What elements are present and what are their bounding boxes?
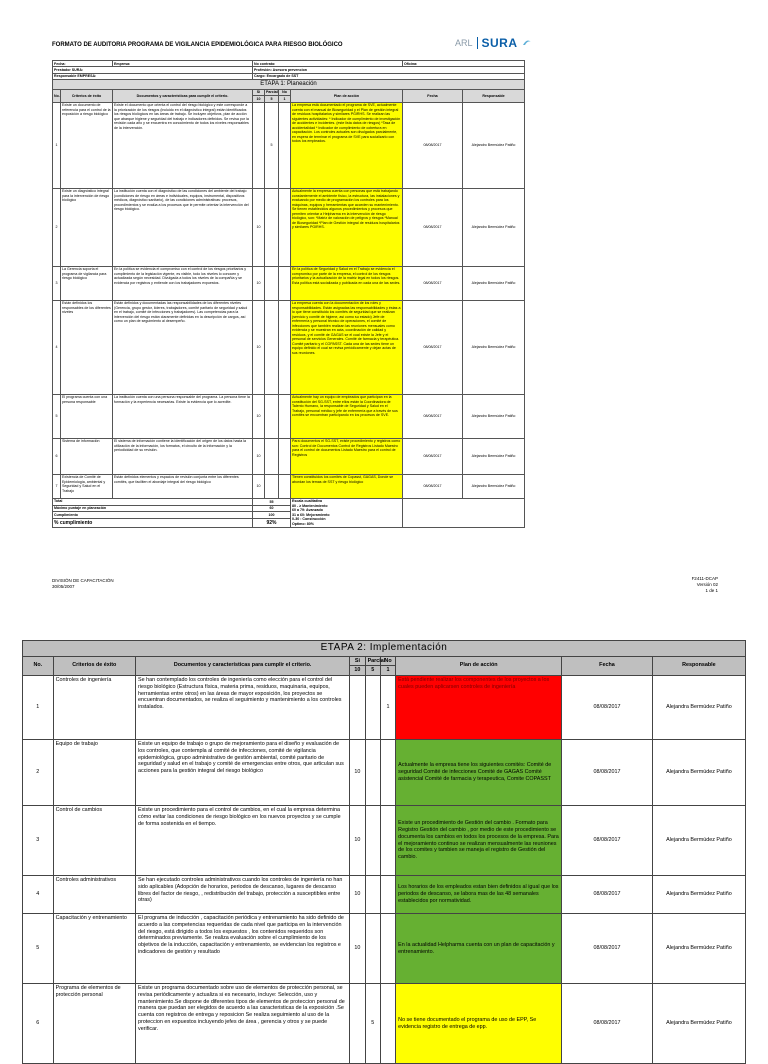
table-row [23, 984, 746, 1064]
row-criterio: La Gerencia soporta el programa de vigilancia para riesgo biológico [61, 266, 113, 300]
footer-left [52, 578, 114, 590]
row-criterio: Programa de elementos de protección personal [53, 984, 135, 1064]
col2-no-value: 1 [380, 666, 395, 676]
row-score-si: 10 [253, 394, 265, 438]
row-documentos: En la política se evidencia el compromiso con el control de los riesgos prioritarios y cumplimiento de la legislación vigente, es visible, todo los niveles lo conocen y actualizada según necesidad. Divulgada a todos los niveles de la compañía y se evidencia por registros y entiende con los trabajadores expuestos. [113, 266, 253, 300]
row-responsable: Alejandra Bermúdez Patiño [652, 876, 745, 914]
row-criterio: Equipo de trabajo [53, 740, 135, 806]
row-plan: No se tiene documentado el programa de uso de EPP, Se evidencia registro de entrega de epp. [396, 984, 562, 1064]
col-parcial-value: 5 [265, 96, 279, 102]
table-row [53, 474, 525, 498]
stage2-title: ETAPA 2: Implementación [23, 641, 746, 657]
row-plan: Existe un procedimiento de Gestión del cambio . Formato para Registro Gestión del cambio , por medio de este procedimiento se documenta los cambios en todos los procesos de la empresa. Para el mejoramiento continuo se realizan mensualmente las reuniones de los comites y tambien se maneja el registro de Gestión del cambio. [396, 806, 562, 876]
row-number: 5 [23, 914, 54, 984]
row-responsable: Alejandra Bermúdez Patiño [652, 740, 745, 806]
row-score-no [279, 394, 291, 438]
footer-code: F2411-DCAP [691, 576, 718, 581]
col2-fecha: Fecha [562, 656, 653, 676]
row-number: 6 [53, 438, 61, 474]
row-criterio: Capacitación y entrenamiento [53, 914, 135, 984]
stage2-table [22, 640, 746, 1064]
col-fecha: Fecha [403, 89, 463, 102]
row-documentos: Existe un procedimiento para el control de cambios, en el cual la empresa determina cómo evitar las condiciones de riesgo biológico en los nuevos proyectos y se cumple de forma sostenida en el tiempo. [136, 806, 350, 876]
col-si: Si [253, 89, 265, 95]
row-fecha: 08/08/2017 [562, 806, 653, 876]
row-score-si: 10 [350, 740, 365, 806]
row-score-parcial [365, 914, 380, 984]
row-documentos: Están definidos elementos y espacios de revisión conjunta entre los diferentes comités, que faciliten el abordaje integral del riesgo biológico [113, 474, 253, 498]
table-row [23, 876, 746, 914]
table-row [23, 740, 746, 806]
col-plan: Plan de acción [291, 89, 403, 102]
empresa-label: Empresa: [113, 61, 253, 67]
row-plan: Para documentos el SG-SST, existe procedimiento y registros como son: Control de Documentos Control de Registros Listado Maestro para el control de documentos Listado Maestro para el control de Registros [291, 438, 403, 474]
row-score-si: 10 [350, 914, 365, 984]
col2-responsable: Responsable [652, 656, 745, 676]
row-responsable: Alejandro Bermúdez Patiño [463, 438, 525, 474]
row-fecha: 08/08/2017 [403, 266, 463, 300]
row-score-si: 10 [253, 266, 265, 300]
row-documentos: La institución cuenta con una persona responsable del programa. La persona tiene la formación y la experiencia necesarias. Existe la evidencia que lo acredite. [113, 394, 253, 438]
row-plan: Está pendiente realizar los componentes de los proyectos a los cuales pueden aplicarsen controles de ingeniería [396, 676, 562, 740]
row-score-no: 1 [380, 676, 395, 740]
row-score-parcial: 5 [365, 984, 380, 1064]
profesion-label: Profesión: Asesora prevencion [253, 67, 525, 73]
row-fecha: 08/08/2017 [403, 394, 463, 438]
fecha-label: Fecha: [53, 61, 113, 67]
row-fecha: 08/08/2017 [403, 300, 463, 394]
stage1-table [52, 60, 525, 528]
row-score-parcial [265, 300, 279, 394]
footer-right [688, 576, 718, 594]
col2-si-value: 10 [350, 666, 365, 676]
row-plan: En la actualidad Helpharma cuenta con un plan de capacitación y entrenamiento. [396, 914, 562, 984]
row-score-si [253, 102, 265, 188]
total-label: Total [53, 498, 253, 505]
total-value: 55 [253, 498, 291, 505]
col2-parcial: Parcial [365, 656, 380, 666]
row-score-parcial [265, 188, 279, 266]
row-documentos: El sistema de información contiene la identificación del origen de los datos hasta la utilización de la información, los formatos, el circuito de la información y la periodicidad de su revisión. [113, 438, 253, 474]
row-plan: Actualmente la empresa cuenta con personas que está trabajando constantemente el ambiente físico, la estructura, las instalaciones y evaluando por medio de programación los controles para los máquinas, equipos y herramientas que acceden su mantenimiento. Se tienen establecidos algunos procedimientos y procesos que permiten orientar a Helpharma en la intervención de riesgo biológico, son: *Matriz de valoración de peligros y riesgos *Manual de Bioseguridad *Plan de Gestión integral de residuos hospitalarios y similares PGIRHS. [291, 188, 403, 266]
row-plan: La empresa está documentado el programa de SVE, actualmente cuenta con el manual de Bioseguridad y el Plan de gestión integral de residuos hospitalarios y similares PGIRHS. Se realizan las siguientes actividades: * Indicador de cumplimiento de investigación de accidentes e incidentes. (este lista datos de riesgos) *Tasa de accidentalidad * Indicador de cumplimiento de cobertura en capacitación. Los controles actuales son divulgados parcialmente, en espera de terminar el programa de SVE para socializarlo con todos los empleados. [291, 102, 403, 188]
row-score-si [350, 984, 365, 1064]
row-responsable: Alejandro Bermúdez Patiño [463, 300, 525, 394]
row-number: 5 [53, 394, 61, 438]
col2-parcial-value: 5 [365, 666, 380, 676]
document-title: FORMATO DE AUDITORIA PROGRAMA DE VIGILANCIA EPIDEMIOLÓGICA PARA RIESGO BIOLÓGICO [52, 42, 343, 48]
row-fecha: 08/08/2017 [403, 438, 463, 474]
table-row [23, 914, 746, 984]
row-criterio: Sistema de información [61, 438, 113, 474]
row-fecha: 08/08/2017 [562, 914, 653, 984]
pct-value: 92% [253, 519, 291, 528]
row-score-parcial [365, 676, 380, 740]
row-responsable: Alejandro Bermúdez Patiño [463, 394, 525, 438]
pct-label: % cumplimiento [53, 519, 253, 528]
row-fecha: 08/08/2017 [403, 474, 463, 498]
row-plan: En la política de Seguridad y Salud en el Trabajo se evidencia el compromiso por parte de la empresa, el control de los riesgos prioritarios y la actualización de la matriz legal en todos los riesgos. Esta política está socializada y publicada en cada una de las sedes. [291, 266, 403, 300]
table-row [23, 676, 746, 740]
row-documentos: La institución cuenta con el diagnóstico de las condiciones del ambiente del trabajo (condiciones de riesgo en áreas e individuales, equipos, instrumental, dispositivos médicos, diagnóstico sanitario), de las condiciones administrativas: procesos, procedimientos y se evalúa a los procesos que le permite orientar la intervención del riesgo biológico. [113, 188, 253, 266]
table-row [53, 266, 525, 300]
row-documentos: Están definidos y documentadas las responsabilidades de los diferentes niveles (Gerencia, grupo gestor, líderes, trabajadores, comité paritario de seguridad y salud en el trabajo, comité de infecciones y trabajadores). Las competencias para la intervención del riesgo están claramente definidas en la descripción de cargos, así como un plan de seguimiento al desempeño. [113, 300, 253, 394]
row-number: 6 [23, 984, 54, 1064]
row-score-parcial [365, 806, 380, 876]
row-fecha: 08/08/2017 [562, 984, 653, 1064]
prestador-label: Prestador SURA: [53, 67, 253, 73]
row-criterio: Control de cambios [53, 806, 135, 876]
row-score-si: 10 [350, 876, 365, 914]
row-responsable: Alejandro Bermúdez Patiño [463, 188, 525, 266]
row-score-no [279, 266, 291, 300]
col-no-value: 1 [279, 96, 291, 102]
col-criterio: Criterios de éxito [61, 89, 113, 102]
row-fecha: 08/08/2017 [562, 740, 653, 806]
row-criterio: Controles administrativos [53, 876, 135, 914]
row-number: 2 [23, 740, 54, 806]
cargo-label: Cargo: Encargado de SST [253, 73, 525, 79]
footer-version: Versión 02 [696, 581, 718, 587]
audit-page-stage2 [0, 628, 768, 1032]
col-no-score: No [279, 89, 291, 95]
col-documentos: Documentos y características para cumplir el criterio. [113, 89, 253, 102]
row-fecha: 08/08/2017 [403, 188, 463, 266]
row-fecha: 08/08/2017 [562, 676, 653, 740]
row-criterio: Existe un diagnóstico integral para la intervención de riesgo biológico [61, 188, 113, 266]
row-score-no [279, 300, 291, 394]
row-number: 4 [53, 300, 61, 394]
col2-no-score: No [380, 656, 395, 666]
row-documentos: Se han contemplado los controles de ingeniería como elección para el control del riesgo biológico (Estructura física, materia prima, residuos, maquinaria, equipos, herramientas entre otros) en las áreas de mayor exposición, los proyectos se encuentran documentados, se realiza el seguimiento y mantenimiento a los controles instalados. [136, 676, 350, 740]
footer-date: 30/05/2007 [52, 583, 75, 589]
col-si-value: 10 [253, 96, 265, 102]
logo-sura-text: SURA [481, 36, 518, 50]
max-label: Máximo puntaje en planeación [53, 505, 253, 512]
row-number: 1 [53, 102, 61, 188]
row-score-parcial [365, 876, 380, 914]
row-score-no [380, 740, 395, 806]
row-score-parcial [265, 474, 279, 498]
escala-cualitativa: Escala cualitativa 80 - ≥ Mantenimiento 60 a 79: Avanzado 31 a 60: Mejoramiento 0-30 : Construcción Optimo: 80% [291, 498, 403, 527]
row-documentos: Existe un programa documentado sobre uso de elementos de protección personal, se revisa periódicamente y actualiza si es necesario, incluye: Selección, uso y mantenimiento.Se dispone de diferentes tipos de elementos de proteccion personal de manera que puedan ser elegidos de acuerdo a las caracteristicas de la exposición .Se cuenta con registros de entrega y reposicion Se realiza seguimiento al uso de la proteccion en expuestos incluyendo jefes de área , gerencia y otros y se puede verificar. [136, 984, 350, 1064]
row-plan: Actualmente hay un equipo de empleados que participan en la constitución del SG-SST, entre ellos están la Coordinadora de Talento Humano, la responsable de Seguridad y Salud en el Trabajo, personal médico y jefe de enfermería que a través de sus comités se encuentran participando en los procesos de SVE. [291, 394, 403, 438]
row-score-parcial: 5 [265, 102, 279, 188]
row-score-no [279, 188, 291, 266]
col2-no: No. [23, 656, 54, 676]
row-number: 1 [23, 676, 54, 740]
col-no: No. [53, 89, 61, 102]
col-parcial: Parcial [266, 90, 278, 95]
row-documentos: Existe el documento que orienta el control del riesgo biológico y este corresponde a la priorización de los riesgos (incluido en el diagnóstico integral) están identificados los riesgos biológicos en las áreas de trabajo. Se incluyen objetivos, plan de acción que abarque higiene y seguridad del trabajo e indicadores definidos. Se revisa por la revisión cada año y se encuentra en conocimiento de todos los niveles responsables de la intervención. [113, 102, 253, 188]
row-fecha: 08/08/2017 [562, 876, 653, 914]
responsable-label: Responsable EMPRESA: [53, 73, 253, 79]
row-criterio: Controles de ingeniería [53, 676, 135, 740]
row-score-parcial [265, 438, 279, 474]
row-number: 7 [53, 474, 61, 498]
row-score-si [350, 676, 365, 740]
contrato-label: No contrato: [253, 61, 403, 67]
row-number: 3 [23, 806, 54, 876]
row-score-no [380, 806, 395, 876]
row-score-si: 10 [350, 806, 365, 876]
row-responsable: Alejandro Bermúdez Patiño [463, 102, 525, 188]
row-number: 3 [53, 266, 61, 300]
row-plan: Actualmente la empresa tiene los siguientes comités: Comité de seguridad Comité de infecciones Comité de GAGAS Comité asistencial Comité de farmacia y terapeutica, Comite COPASST [396, 740, 562, 806]
table-row [53, 438, 525, 474]
sura-swoosh-icon [522, 39, 532, 48]
row-score-si: 10 [253, 188, 265, 266]
col2-criterio: Criterios de éxito [53, 656, 135, 676]
logo-separator [477, 37, 478, 49]
sura-logo [455, 36, 532, 50]
row-score-parcial [265, 394, 279, 438]
row-responsable: Alejandra Bermúdez Patiño [652, 676, 745, 740]
col-responsable: Responsable [463, 89, 525, 102]
row-score-no [279, 438, 291, 474]
row-score-no [279, 102, 291, 188]
row-score-si: 10 [253, 438, 265, 474]
table-row [53, 102, 525, 188]
row-score-si: 10 [253, 300, 265, 394]
row-score-si: 10 [253, 474, 265, 498]
row-responsable: Alejandra Bermúdez Patiño [652, 914, 745, 984]
row-score-no [380, 914, 395, 984]
row-score-no [380, 876, 395, 914]
cumplimiento-value: 100 [253, 512, 291, 519]
row-documentos: Se han ejecutado controles administrativos cuando los controles de ingeniería no han sido aplicables (Adopción de horarios, periodos de descanso, lugares de descanso libres del factor de riesgo, , redistribución del trabajo, protección a susceptibles entre otras) [136, 876, 350, 914]
row-responsable: Alejandra Bermúdez Patiño [652, 806, 745, 876]
col2-si: Si [350, 656, 365, 666]
table-row [53, 394, 525, 438]
row-score-no [279, 474, 291, 498]
oficina-label: Oficina: [403, 61, 525, 67]
stage1-title: ETAPA 1: Planeación [53, 80, 525, 90]
row-criterio: Están definidos los responsables de los diferentes niveles [61, 300, 113, 394]
row-score-parcial [365, 740, 380, 806]
row-criterio: Existe un documento de referencia para el control de la exposición a riesgo biológico [61, 102, 113, 188]
table-row [53, 300, 525, 394]
cumplimiento-label: Cumplimiento [53, 512, 253, 519]
logo-arl-text: ARL [455, 38, 473, 48]
row-criterio: El programa cuenta con una persona responsable [61, 394, 113, 438]
row-documentos: El programa de inducción , capacitación periódica y entrenamiento ha sido definido de acuerdo a las competencias requeridas de cada nivel que participa en la intervención del riesgo, está dirigido a todos los expuestos , los contenidos requeridos son determinados previamente. Se realiza evaluación sobre el cumplimiento de los objetivos de la inducción, capacitación y entrenamiento, se evidencian los registros e indicadores de gestión y resultado [136, 914, 350, 984]
row-fecha: 08/08/2017 [403, 102, 463, 188]
footer-division: DIVISIÓN DE CAPACITACIÓN [52, 578, 114, 583]
row-score-parcial [265, 266, 279, 300]
row-responsable: Alejandro Bermúdez Patiño [463, 474, 525, 498]
row-plan: Tienen constituidos los comités de Copasst, GAGAS, Donde se abordan los temas de SST y riesgo biológico [291, 474, 403, 498]
max-value: 60 [253, 505, 291, 512]
row-plan: Los horarios de los empleados estan bien definidos al igual que los periodos de descanso, se labora mas de las 48 semanales establecidos por normatividad. [396, 876, 562, 914]
col2-plan: Plan de acción [396, 656, 562, 676]
footer-page: 1 de 1 [705, 587, 718, 593]
row-documentos: Existe un equipo de trabajo o grupo de mejoramiento para el diseño y evaluación de los controles, que contempla al comité de infecciones, comité de vigilancia epidemiológica, grupo administrativo de gestión ambiental, comité paritario de seguridad y salud en el trabajo y comité de emergencias entre otros, que articulan sus acciones para la gestión integral del riesgo biológico [136, 740, 350, 806]
table-row [53, 188, 525, 266]
row-number: 4 [23, 876, 54, 914]
col2-documentos: Documentos y características para cumplir el criterio. [136, 656, 350, 676]
row-criterio: Existencia de Comité de Epidemiología, ambiental y Seguridad y Salud en el Trabajo [61, 474, 113, 498]
row-score-no [380, 984, 395, 1064]
empty-footer-cell [403, 498, 525, 527]
row-plan: La empresa cuenta con la documentación de los roles y responsabilidades. Están asignadas las responsabilidades y éstas a lo que tiene constituido los comités de seguridad que se realizan (servicio y comité de higiene, así como su estado) Jefe de enfermería y personal técnico de operaciones, el comité de infecciones que también realizan las reuniones mensuales como evidencia y se muestran en acta, coordinación de calidad y residuos, y el comité de GAGAS se el cual existe la Jefe y el personal de servicios Generales. Comité de farmacia y terapéutica. Comité paritario y el COPASST. Cada una de las sedes tiene un equipo definido el cual se revisa periódicamente y dejan actas de sus reuniones. [291, 300, 403, 394]
row-responsable: Alejandra Bermúdez Patiño [652, 984, 745, 1064]
table-row [23, 806, 746, 876]
row-responsable: Alejandro Bermúdez Patiño [463, 266, 525, 300]
row-number: 2 [53, 188, 61, 266]
